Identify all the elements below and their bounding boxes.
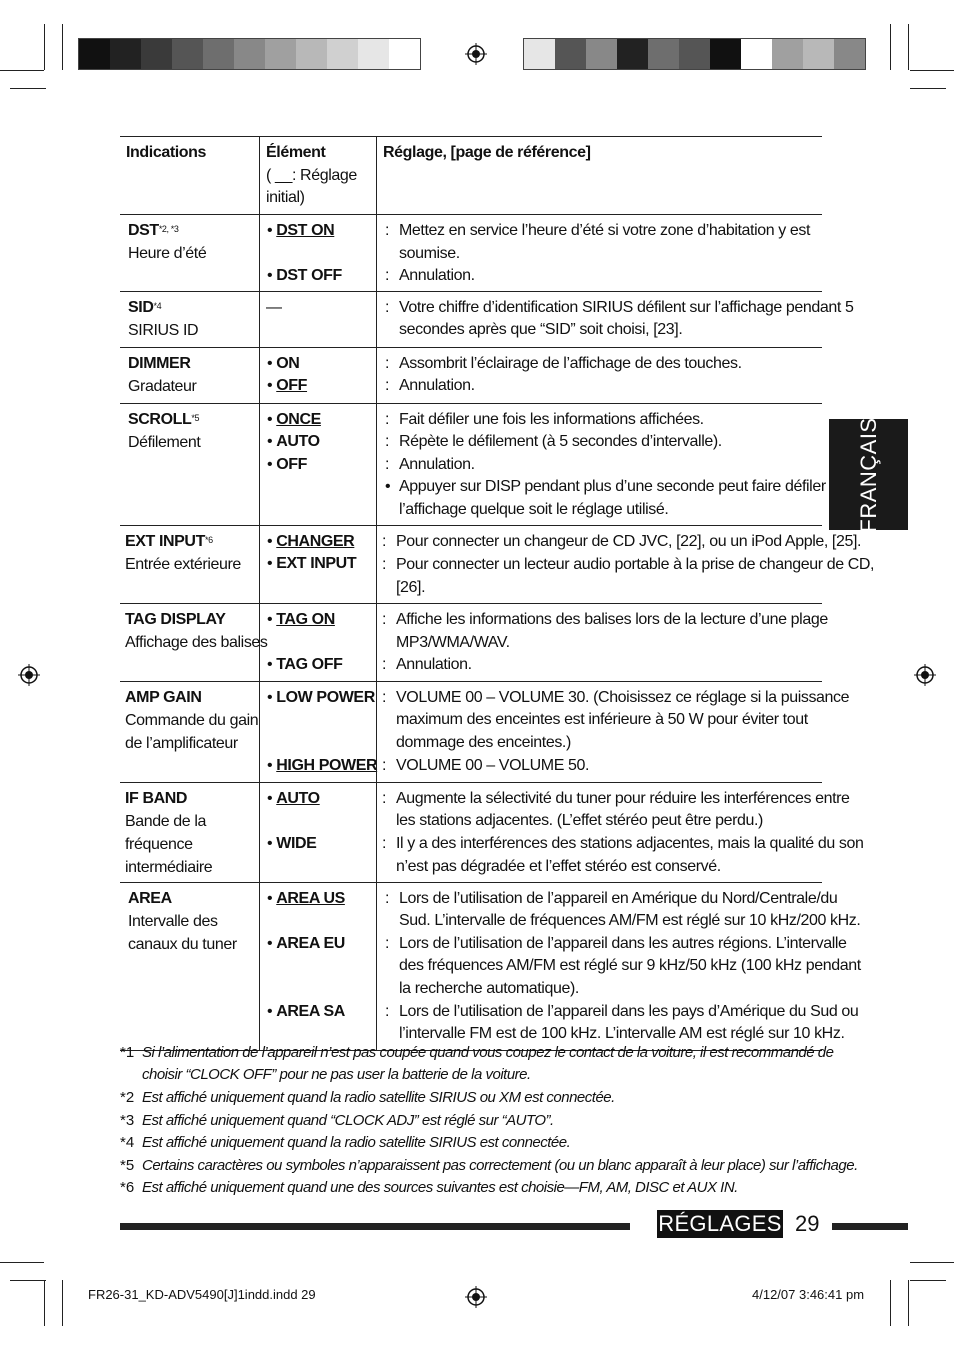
description-text: Mettez en service l’heure d’été si votre zone d’habitation y est <box>399 222 811 239</box>
indication-subtitle: Bande de la <box>125 813 207 830</box>
indication-name-text: AREA <box>128 890 172 907</box>
description-text: VOLUME 00 – VOLUME 30. (Choisissez ce réglage si la puissance <box>396 689 850 706</box>
element-value: EXT INPUT <box>276 555 357 572</box>
colon-marker: : <box>385 935 390 952</box>
footnote-ref: *6 <box>204 535 213 545</box>
registration-mark-icon <box>18 664 40 686</box>
footnote-mark: *2 <box>120 1089 135 1106</box>
table-header-row <box>120 137 822 215</box>
setting-description: les stations adjacentes. (L’effet stéréo peut être perdu.) <box>396 812 763 829</box>
footnote-mark: *6 <box>120 1179 135 1196</box>
indication-subtitle: Gradateur <box>128 378 197 395</box>
color-swatch <box>79 39 110 69</box>
crop-mark <box>10 1280 46 1281</box>
element-value: DST OFF <box>276 267 342 284</box>
color-swatch <box>172 39 203 69</box>
element-cell <box>259 604 376 681</box>
footnote-text: Si l’alimentation de l’appareil n’est pas coupée quand vous coupez le contact de la voiture, il est recommandé de <box>142 1044 834 1061</box>
registration-mark-icon <box>914 664 936 686</box>
description-text: Appuyer sur DISP pendant plus d’une seconde peut faire défiler <box>399 478 826 495</box>
header-element-note: initial) <box>266 189 305 206</box>
description-text: Répète le défilement (à 5 secondes d’intervalle). <box>399 433 722 450</box>
setting-description: la recherche automatique). <box>399 980 579 997</box>
page-number: 29 <box>795 1211 820 1236</box>
indication-name <box>125 608 226 631</box>
bullet-icon: • <box>267 377 277 394</box>
color-swatch <box>772 39 803 69</box>
color-swatch <box>110 39 141 69</box>
bullet-icon: • <box>267 411 277 428</box>
element-value: AUTO <box>276 790 320 807</box>
setting-description: secondes après que “SID” soit choisi, [23]. <box>399 321 683 338</box>
indication-cell <box>120 604 268 681</box>
element-item <box>267 530 354 553</box>
table-row <box>120 215 822 292</box>
indication-name-text: DST <box>128 222 159 239</box>
bullet-icon: • <box>267 935 277 952</box>
colon-marker: : <box>385 1003 390 1020</box>
setting-description: MP3/WMA/WAV. <box>396 634 510 651</box>
footnote-ref: *2, *3 <box>158 224 179 234</box>
color-swatch <box>203 39 234 69</box>
colon-marker: : <box>382 835 387 852</box>
element-item <box>267 408 321 431</box>
color-bar-right <box>523 38 866 70</box>
colon-marker: : <box>382 689 387 706</box>
crop-mark <box>910 1280 946 1281</box>
description-text: Lors de l’utilisation de l’appareil dans les pays d’Amérique du Sud ou <box>399 1003 859 1020</box>
description-text: Votre chiffre d’identification SIRIUS défilent sur l’affichage pendant 5 <box>399 299 854 316</box>
color-bar-left <box>78 38 421 70</box>
element-value: OFF <box>276 377 308 394</box>
color-swatch <box>358 39 389 69</box>
indication-name <box>128 352 190 375</box>
element-item <box>267 832 316 855</box>
table-row <box>120 682 850 783</box>
header-indications: Indications <box>126 144 207 161</box>
element-item <box>267 453 307 476</box>
setting-description: n’est pas dégradée et l’effet stéréo est conservé. <box>396 858 721 875</box>
indication-subtitle: Intervalle des <box>128 913 218 930</box>
setting-cell <box>376 292 854 347</box>
element-value: TAG ON <box>276 611 335 628</box>
footnote-text: Certains caractères ou symboles n’apparaissent pas correctement (ou un blanc apparaît à leur place) sur l’affichage. <box>142 1157 858 1174</box>
element-value: DST ON <box>276 222 335 239</box>
element-item <box>267 787 320 810</box>
color-swatch <box>834 39 865 69</box>
indication-cell <box>120 526 259 603</box>
divider <box>832 1223 908 1230</box>
element-value: ON <box>276 355 300 372</box>
divider <box>120 1223 630 1230</box>
colon-marker: : <box>382 656 387 673</box>
crop-mark <box>44 24 45 70</box>
description-text: Annulation. <box>399 456 475 473</box>
indication-subtitle: fréquence <box>125 836 193 853</box>
element-cell <box>259 292 376 347</box>
description-text: Annulation. <box>396 656 472 673</box>
description-text: Pour connecter un changeur de CD JVC, [22], ou un iPod Apple, [25]. <box>396 533 862 550</box>
element-value: ONCE <box>276 411 321 428</box>
element-value: AREA SA <box>276 1003 345 1020</box>
bullet-icon: • <box>267 1003 277 1020</box>
element-value: AUTO <box>276 433 320 450</box>
indication-subtitle: Défilement <box>128 434 201 451</box>
bullet-icon: • <box>267 790 277 807</box>
setting-cell <box>376 783 864 882</box>
indication-subtitle: canaux du tuner <box>128 936 237 953</box>
indication-name-text: IF BAND <box>125 790 188 807</box>
colon-marker: : <box>382 757 387 774</box>
indication-name <box>125 686 202 709</box>
table-row <box>120 292 854 348</box>
table-row <box>120 783 864 883</box>
indication-cell <box>120 215 259 291</box>
table-row <box>120 604 828 682</box>
description-text: Annulation. <box>399 377 475 394</box>
colon-marker: : <box>385 355 390 372</box>
indication-name <box>125 787 187 810</box>
setting-cell <box>376 526 875 603</box>
element-item <box>267 686 375 709</box>
element-item <box>267 264 342 287</box>
colon-marker: : <box>385 890 390 907</box>
color-swatch <box>234 39 265 69</box>
indication-cell <box>120 348 259 403</box>
crop-mark <box>0 70 44 71</box>
element-item <box>267 887 345 910</box>
indication-name <box>128 408 199 431</box>
registration-mark-icon <box>465 43 487 65</box>
bullet-icon: • <box>267 689 277 706</box>
setting-cell <box>376 883 861 1050</box>
element-value: AREA EU <box>276 935 345 952</box>
element-cell <box>259 883 376 1050</box>
indication-name-text: EXT INPUT <box>125 533 205 550</box>
setting-cell <box>376 604 828 681</box>
setting-description: l’affichage quelque soit le réglage utilisé. <box>399 501 669 518</box>
element-item <box>267 374 307 397</box>
indication-name <box>128 296 161 319</box>
indication-cell <box>120 783 259 882</box>
element-value: — <box>266 299 282 316</box>
color-swatch <box>586 39 617 69</box>
registration-mark-icon <box>465 1286 487 1308</box>
header-element-note: ( __: Réglage <box>266 167 357 184</box>
colon-marker: : <box>382 611 387 628</box>
bullet-icon: • <box>267 890 277 907</box>
table-cell <box>120 137 259 214</box>
element-value: WIDE <box>276 835 317 852</box>
indication-name <box>128 219 178 242</box>
colon-marker: : <box>382 533 387 550</box>
colon-marker: : <box>385 377 390 394</box>
element-value: TAG OFF <box>276 656 343 673</box>
bullet-icon: • <box>385 478 391 495</box>
description-text: Pour connecter un lecteur audio portable à la prise de changeur de CD, <box>396 556 875 573</box>
setting-description: [26]. <box>396 579 426 596</box>
footnote-mark: *4 <box>120 1134 135 1151</box>
crop-mark <box>44 1280 45 1326</box>
slug-date: 4/12/07 3:46:41 pm <box>752 1287 865 1302</box>
setting-description: Sud. L’intervalle de fréquences AM/FM est réglé sur 10 kHz/200 kHz. <box>399 912 861 929</box>
element-item <box>267 932 345 955</box>
indication-cell <box>120 404 259 525</box>
indication-subtitle: Affichage des balises <box>125 634 268 651</box>
description-text: Fait défiler une fois les informations affichées. <box>399 411 704 428</box>
element-value: OFF <box>276 456 308 473</box>
element-value: CHANGER <box>276 533 355 550</box>
color-swatch <box>710 39 741 69</box>
element-item <box>267 1000 345 1023</box>
bullet-icon: • <box>267 533 277 550</box>
color-swatch <box>389 39 420 69</box>
crop-mark <box>910 70 954 71</box>
description-text: Lors de l’utilisation de l’appareil en Amérique du Nord/Centrale/du <box>399 890 838 907</box>
indication-cell <box>120 682 259 782</box>
color-swatch <box>327 39 358 69</box>
color-swatch <box>741 39 772 69</box>
description-text: Lors de l’utilisation de l’appareil dans les autres régions. L’intervalle <box>399 935 847 952</box>
footnote-mark: *1 <box>120 1044 135 1061</box>
element-item <box>267 219 334 242</box>
footnote-text: choisir “CLOCK OFF” pour ne pas user la batterie de la voiture. <box>142 1066 531 1083</box>
description-text: Annulation. <box>399 267 475 284</box>
color-swatch <box>555 39 586 69</box>
crop-mark <box>10 88 46 89</box>
element-value: HIGH POWER <box>276 757 378 774</box>
description-text: Il y a des interférences des stations adjacentes, mais la qualité du son <box>396 835 864 852</box>
colon-marker: : <box>385 411 390 428</box>
footnote-ref: *5 <box>191 413 200 423</box>
indication-subtitle: Commande du gain <box>125 712 259 729</box>
element-value: AREA US <box>276 890 345 907</box>
crop-mark <box>62 24 63 70</box>
setting-description: l’intervalle FM est de 100 kHz. L’intervalle AM est réglé sur 10 kHz. <box>399 1025 845 1042</box>
setting-description: dommage des enceintes.) <box>396 734 571 751</box>
footnote-text: Est affiché uniquement quand la radio satellite SIRIUS ou XM est connectée. <box>142 1089 615 1106</box>
color-swatch <box>141 39 172 69</box>
colon-marker: : <box>385 456 390 473</box>
language-side-tab <box>829 416 908 533</box>
crop-mark <box>0 1262 44 1263</box>
indication-cell <box>120 292 259 347</box>
color-swatch <box>679 39 710 69</box>
setting-cell <box>376 404 826 525</box>
setting-description: soumise. <box>399 245 460 262</box>
element-cell <box>259 783 376 882</box>
element-cell <box>259 404 376 525</box>
bullet-icon: • <box>267 611 277 628</box>
element-cell <box>259 215 376 291</box>
section-label: RÉGLAGES <box>658 1211 782 1236</box>
table-row <box>120 883 861 1051</box>
setting-description: maximum des enceintes est inférieure à 50 W pour éviter tout <box>396 711 808 728</box>
slug-file: FR26-31_KD-ADV5490[J]1indd.indd 29 <box>88 1287 316 1302</box>
bullet-icon: • <box>267 267 277 284</box>
indication-name <box>128 887 172 910</box>
footnote-mark: *3 <box>120 1112 135 1129</box>
element-item <box>267 352 299 375</box>
colon-marker: : <box>385 222 390 239</box>
colon-marker: : <box>382 790 387 807</box>
setting-description: des fréquences AM/FM est réglé sur 9 kHz/50 kHz (100 kHz pendant <box>399 957 861 974</box>
element-item <box>266 296 282 319</box>
bullet-icon: • <box>267 433 277 450</box>
footnote-text: Est affiché uniquement quand “CLOCK ADJ” est réglé sur “AUTO”. <box>142 1112 554 1129</box>
footnote-text: Est affiché uniquement quand la radio satellite SIRIUS est connectée. <box>142 1134 571 1151</box>
side-tab-label: FRANÇAIS <box>855 416 881 533</box>
indication-subtitle: Entrée extérieure <box>125 556 241 573</box>
bullet-icon: • <box>267 757 277 774</box>
setting-cell <box>376 348 822 403</box>
color-swatch <box>265 39 296 69</box>
crop-mark <box>908 1280 909 1326</box>
description-text: Affiche les informations des balises lors de la lecture d’une plage <box>396 611 828 628</box>
indication-cell <box>120 883 259 1050</box>
colon-marker: : <box>382 556 387 573</box>
crop-mark <box>910 1262 954 1263</box>
color-swatch <box>524 39 555 69</box>
color-swatch <box>296 39 327 69</box>
crop-mark <box>908 24 909 70</box>
element-item <box>267 552 356 575</box>
bullet-icon: • <box>267 355 277 372</box>
bullet-icon: • <box>267 222 277 239</box>
footnote-mark: *5 <box>120 1157 135 1174</box>
bullet-icon: • <box>267 835 277 852</box>
colon-marker: : <box>385 433 390 450</box>
table-row <box>120 404 826 526</box>
element-cell <box>259 348 376 403</box>
bullet-icon: • <box>267 456 277 473</box>
description-text: Augmente la sélectivité du tuner pour réduire les interférences entre <box>396 790 850 807</box>
indication-name-text: SCROLL <box>128 411 192 428</box>
indication-subtitle: SIRIUS ID <box>128 322 199 339</box>
indication-subtitle: Heure d’été <box>128 245 207 262</box>
element-item <box>267 653 342 676</box>
setting-cell <box>376 215 822 291</box>
table-cell <box>259 137 376 214</box>
color-swatch <box>617 39 648 69</box>
crop-mark <box>890 24 891 70</box>
color-swatch <box>803 39 834 69</box>
colon-marker: : <box>385 299 390 316</box>
table-cell <box>376 137 822 214</box>
bullet-icon: • <box>267 656 277 673</box>
indication-name-text: DIMMER <box>128 355 191 372</box>
footnote-ref: *4 <box>153 301 162 311</box>
table-row <box>120 526 875 604</box>
setting-cell <box>376 682 850 782</box>
description-text: VOLUME 00 – VOLUME 50. <box>396 757 590 774</box>
element-item <box>267 430 320 453</box>
indication-name-text: AMP GAIN <box>125 689 202 706</box>
element-item <box>267 754 377 777</box>
description-text: Assombrit l’éclairage de l’affichage de des touches. <box>399 355 742 372</box>
crop-mark <box>62 1280 63 1326</box>
table-row <box>120 348 822 404</box>
element-item <box>267 608 335 631</box>
footnote-text: Est affiché uniquement quand une des sources suivantes est choisie—FM, AM, DISC et AUX IN. <box>142 1179 738 1196</box>
indication-name-text: TAG DISPLAY <box>125 611 226 628</box>
crop-mark <box>910 88 946 89</box>
crop-mark <box>890 1280 891 1326</box>
color-swatch <box>648 39 679 69</box>
element-value: LOW POWER <box>276 689 375 706</box>
indication-name-text: SID <box>128 299 154 316</box>
indication-subtitle: intermédiaire <box>125 859 213 876</box>
colon-marker: : <box>385 267 390 284</box>
element-cell <box>259 682 376 782</box>
element-cell <box>259 526 376 603</box>
bullet-icon: • <box>267 555 277 572</box>
header-reglage: Réglage, [page de référence] <box>383 144 591 161</box>
indication-name <box>125 530 213 553</box>
indication-subtitle: de l’amplificateur <box>125 735 238 752</box>
header-element: Élément <box>266 144 326 161</box>
